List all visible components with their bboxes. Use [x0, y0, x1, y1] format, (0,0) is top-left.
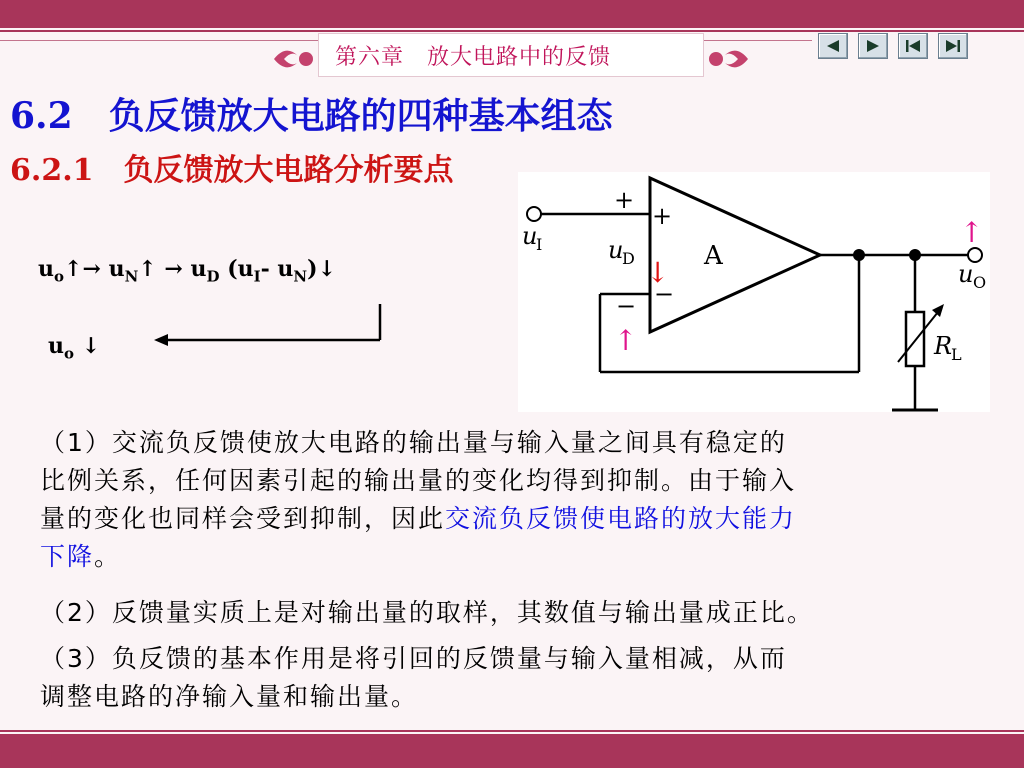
- op-amp-triangle: [650, 178, 820, 332]
- first-slide-button[interactable]: [898, 33, 928, 59]
- arrow-up-glyph: ↑: [64, 256, 83, 282]
- section-title: 6.2 负反馈放大电路的四种基本组态: [10, 95, 613, 137]
- plus-inner-label: +: [652, 202, 673, 230]
- circuit-diagram: [518, 172, 990, 412]
- minus-outer-label: −: [616, 292, 637, 320]
- output-up-arrow: ↑: [960, 216, 984, 249]
- uo-subscript: o: [54, 267, 65, 286]
- left-ornament-icon: [272, 42, 318, 76]
- last-icon: [944, 38, 962, 54]
- uo-symbol: u: [48, 333, 64, 359]
- first-icon: [904, 38, 922, 54]
- input-terminal: [527, 207, 541, 221]
- arrow-right-glyph: →: [82, 256, 101, 282]
- paragraph-1-line-3-blue: 交流负反馈使电路的放大能力: [445, 504, 797, 533]
- top-frame-line: [0, 30, 1024, 32]
- load-resistor-sub: L: [951, 345, 962, 364]
- un-symbol: u: [108, 256, 125, 282]
- subsection-title: 6.2.1 负反馈放大电路分析要点: [10, 153, 454, 188]
- load-resistor: [906, 312, 924, 366]
- amp-label: A: [704, 241, 723, 271]
- header-divider-left: [0, 40, 318, 41]
- bottom-frame-bar: [0, 734, 1024, 768]
- minus-inner-label: −: [654, 280, 675, 308]
- paragraph-1-line-4-end: 。: [94, 542, 122, 571]
- minus-un: - u: [260, 256, 294, 282]
- arrow-up-glyph: ↑: [138, 256, 157, 282]
- paragraph-1-line-3: [40, 500, 796, 538]
- paragraph-3-line-2: 调整电路的净输入量和输出量。: [40, 682, 419, 711]
- header-divider-right: [702, 40, 812, 41]
- prev-slide-button[interactable]: [818, 33, 848, 59]
- prev-icon: [824, 38, 842, 54]
- chapter-title: 第六章 放大电路中的反馈: [335, 45, 612, 70]
- uo-result: [48, 333, 100, 362]
- ui-subscript: I: [253, 267, 261, 286]
- feedback-chain-formula: [38, 256, 336, 285]
- arrow-right-glyph: →: [164, 256, 183, 282]
- output-voltage-sub: O: [973, 273, 987, 292]
- un-subscript: N: [124, 267, 139, 286]
- paragraph-1-line-3-black: 量的变化也同样会受到抑制，因此: [40, 504, 446, 533]
- slide-navigation: [818, 33, 968, 59]
- feedback-up-arrow: ↑: [614, 324, 638, 357]
- paragraph-1-line-2: 比例关系，任何因素引起的输出量的变化均得到抑制。由于输入: [40, 466, 797, 495]
- diff-voltage-sub: D: [622, 249, 635, 268]
- ud-symbol: u: [190, 256, 207, 282]
- load-resistor-label: R: [934, 332, 953, 360]
- right-ornament-icon: [704, 42, 750, 76]
- un2-subscript: N: [293, 267, 308, 286]
- output-voltage-label: u: [958, 260, 974, 288]
- plus-outer-label: +: [614, 186, 635, 214]
- paragraph-1-line-4: [40, 538, 121, 576]
- last-slide-button[interactable]: [938, 33, 968, 59]
- ud-down-arrow: ↓: [646, 256, 670, 289]
- feedback-bracket-arrow: [150, 300, 390, 352]
- bottom-frame-line: [0, 730, 1024, 732]
- arrow-down-glyph: ↓: [317, 256, 336, 282]
- paragraph-3-line-1: （3）负反馈的基本作用是将引回的反馈量与输入量相减，从而: [40, 644, 787, 673]
- next-slide-button[interactable]: [858, 33, 888, 59]
- paragraph-1-line-4-blue: 下降: [40, 542, 95, 571]
- uo-symbol: u: [38, 256, 54, 282]
- input-voltage-label: u: [522, 222, 538, 250]
- paragraph-2: （2）反馈量实质上是对输出量的取样，其数值与输出量成正比。: [40, 598, 814, 627]
- diff-voltage-label: u: [608, 236, 624, 264]
- ud-subscript: D: [206, 267, 220, 286]
- top-frame-bar: [0, 0, 1024, 28]
- input-voltage-sub: I: [536, 235, 543, 254]
- paragraph-1-line-1: （1）交流负反馈使放大电路的输出量与输入量之间具有稳定的: [40, 428, 787, 457]
- next-icon: [864, 38, 882, 54]
- arrow-down-glyph: ↓: [81, 333, 101, 359]
- uo-subscript: o: [64, 344, 75, 363]
- op-amp-circuit: [518, 172, 990, 412]
- paren-open: (u: [227, 256, 254, 282]
- paren-close: ): [307, 256, 318, 282]
